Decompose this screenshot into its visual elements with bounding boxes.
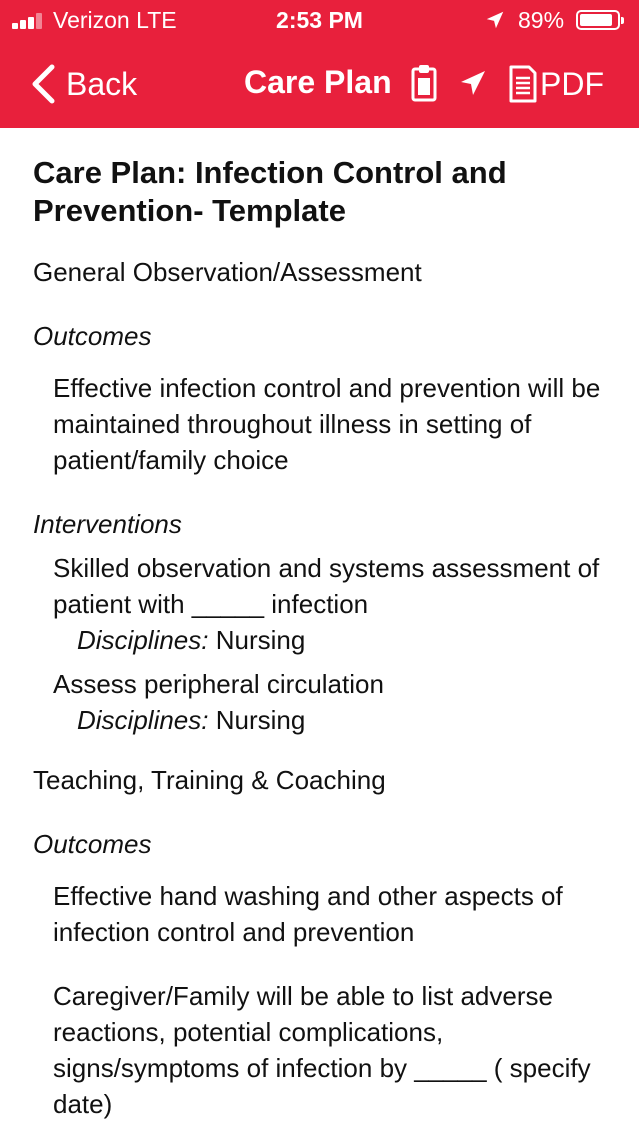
section-heading-observation: General Observation/Assessment xyxy=(33,257,422,287)
disciplines-label: Disciplines: xyxy=(77,625,209,655)
battery-percent: 89% xyxy=(518,7,565,33)
disciplines-label: Disciplines: xyxy=(77,705,209,735)
outcomes-heading: Outcomes xyxy=(33,321,152,351)
back-label: Back xyxy=(66,65,138,102)
care-plan-content[interactable] xyxy=(0,128,639,1136)
send-icon[interactable] xyxy=(459,69,487,97)
outcome-item: Caregiver/Family will be able to list adverse reactions, potential complications, signs/symptoms of infection by _____ ( specify date) xyxy=(53,981,591,1119)
outcome-item: Effective hand washing and other aspects of infection control and prevention xyxy=(53,881,563,947)
top-bar xyxy=(0,0,639,128)
carrier-label: Verizon LTE xyxy=(53,7,177,33)
clipboard-icon[interactable] xyxy=(410,64,438,102)
document-title: Care Plan: Infection Control and Prevention- Template xyxy=(33,155,507,228)
pdf-button[interactable] xyxy=(508,64,604,104)
battery-icon xyxy=(576,10,620,30)
intervention-item: Skilled observation and systems assessment of patient with _____ infection xyxy=(53,553,600,619)
document-icon xyxy=(508,65,538,103)
status-bar xyxy=(0,0,639,40)
interventions-heading: Interventions xyxy=(33,509,182,539)
outcome-item: Effective infection control and prevention will be maintained throughout illness in setting of patient/family choice xyxy=(53,373,601,475)
outcomes-heading: Outcomes xyxy=(33,829,152,859)
navigation-bar xyxy=(0,40,639,128)
intervention-item: Assess peripheral circulation xyxy=(53,669,384,699)
location-arrow-icon xyxy=(484,9,506,31)
intervention-disciplines xyxy=(77,702,305,738)
section-heading-teaching: Teaching, Training & Coaching xyxy=(33,765,386,795)
page-title: Care Plan xyxy=(244,64,392,100)
disciplines-value: Nursing xyxy=(215,625,306,655)
disciplines-value: Nursing xyxy=(215,705,306,735)
back-button[interactable] xyxy=(30,62,137,106)
status-time: 2:53 PM xyxy=(276,7,363,33)
pdf-label: PDF xyxy=(540,65,604,102)
intervention-disciplines xyxy=(77,622,305,658)
chevron-left-icon xyxy=(30,64,56,104)
